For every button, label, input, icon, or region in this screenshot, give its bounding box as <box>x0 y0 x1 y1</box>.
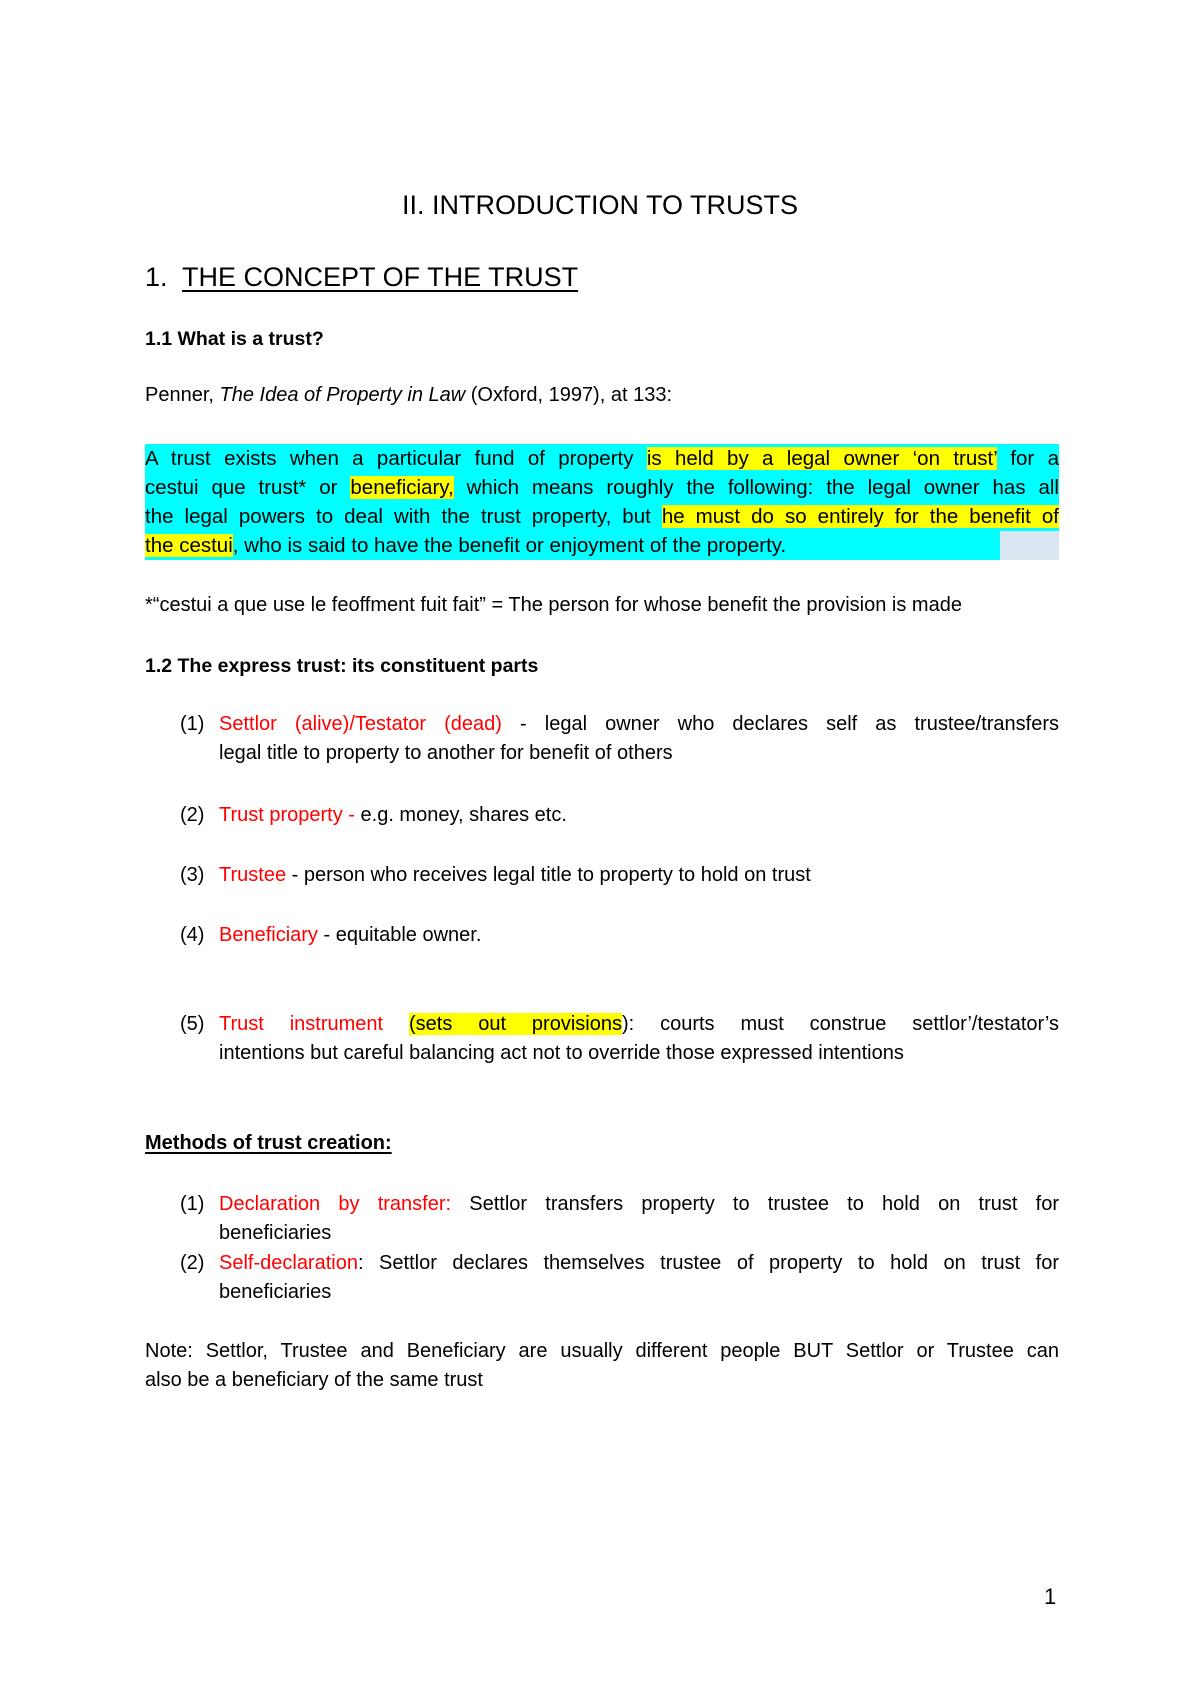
quote-line <box>145 444 1059 473</box>
list-term: Declaration by transfer: <box>219 1193 452 1215</box>
methods-heading: Methods of trust creation: <box>145 1132 392 1154</box>
page-number: 1 <box>1044 1584 1057 1609</box>
list-text: ): courts must construe settlor’/testator’s <box>621 1013 1060 1035</box>
quote-line <box>145 531 1059 560</box>
list-text: Settlor transfers property to trustee to hold on trust for <box>451 1193 1059 1215</box>
list-item <box>180 710 1059 768</box>
list-number: (1) <box>180 1193 205 1215</box>
list-text: - equitable owner. <box>317 924 482 946</box>
quote-line <box>145 473 1059 502</box>
list-highlight: (sets out provisions <box>408 1013 622 1035</box>
list-number: (4) <box>180 924 205 946</box>
note-line: also be a beneficiary of the same trust <box>145 1369 483 1391</box>
subsection-heading-1-1: 1.1 What is a trust? <box>145 328 324 350</box>
list-text: beneficiaries <box>219 1281 332 1303</box>
list-text: legal title to property to another for benefit of others <box>219 742 673 764</box>
list-text: - legal owner who declares self as trustee/transfers <box>501 713 1059 735</box>
quote-line <box>145 502 1059 531</box>
list-number: (5) <box>180 1013 205 1035</box>
note-line: Note: Settlor, Trustee and Beneficiary are usually different people BUT Settlor or Trustee can <box>145 1340 1059 1362</box>
citation-book-title: The Idea of Property in Law <box>219 384 466 406</box>
list-term: Settlor (alive)/Testator (dead) <box>219 713 502 735</box>
citation <box>145 384 672 407</box>
citation-details: (Oxford, 1997), at 133: <box>465 384 672 406</box>
section-number: 1. <box>145 262 168 292</box>
footnote: *“cestui a que use le feoffment fuit fait” = The person for whose benefit the provision is made <box>145 594 962 616</box>
list-term: Trust instrument <box>219 1013 384 1035</box>
section-heading <box>145 262 578 293</box>
citation-author: Penner, <box>145 384 220 406</box>
list-term: Beneficiary <box>219 924 318 946</box>
list-term: Trust property - <box>219 804 361 826</box>
quote-highlight: is held by a legal owner ‘on trust’ <box>646 447 997 470</box>
highlighted-quote <box>145 444 1059 560</box>
list-term: Self-declaration <box>219 1252 358 1274</box>
list-item <box>180 1249 1059 1307</box>
note-paragraph <box>145 1337 1059 1395</box>
list-text: : Settlor declares themselves trustee of property to hold on trust for <box>357 1252 1059 1274</box>
subsection-heading-1-2: 1.2 The express trust: its constituent parts <box>145 655 539 677</box>
quote-text: cestui que trust* or <box>145 476 351 499</box>
list-text: e.g. money, shares etc. <box>360 804 567 826</box>
list-number: (2) <box>180 1252 205 1274</box>
list-item <box>180 921 1059 950</box>
list-item <box>180 1010 1059 1068</box>
section-title: THE CONCEPT OF THE TRUST <box>182 262 579 292</box>
quote-text: , who is said to have the benefit or enjoyment of the property. <box>232 534 787 557</box>
quote-highlight: beneficiary, <box>350 476 454 499</box>
list-item <box>180 801 1059 830</box>
list-text: - person who receives legal title to property to hold on trust <box>286 864 811 886</box>
list-number: (3) <box>180 864 205 886</box>
quote-text: which means roughly the following: the legal owner has all <box>453 476 1059 499</box>
list-term: Trustee <box>219 864 287 886</box>
list-text: intentions but careful balancing act not to override those expressed intentions <box>219 1042 904 1064</box>
list-number: (2) <box>180 804 205 826</box>
quote-highlight: the cestui <box>145 534 233 557</box>
quote-text: the legal powers to deal with the trust property, but <box>145 505 662 528</box>
quote-text: for a <box>996 447 1059 470</box>
list-item <box>180 861 1059 890</box>
document-title: II. INTRODUCTION TO TRUSTS <box>401 190 799 220</box>
list-text: beneficiaries <box>219 1222 332 1244</box>
list-number: (1) <box>180 713 205 735</box>
quote-highlight: he must do so entirely for the benefit of <box>661 505 1059 528</box>
quote-text: A trust exists when a particular fund of property <box>145 447 647 470</box>
list-item <box>180 1190 1059 1248</box>
